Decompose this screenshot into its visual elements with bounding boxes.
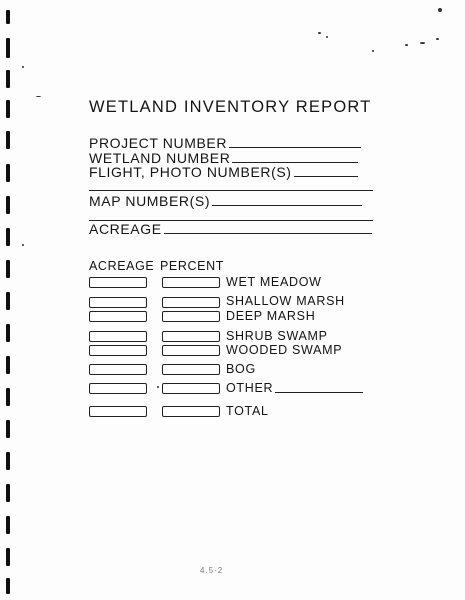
- bog-label: BOG: [226, 362, 256, 376]
- scan-speck: [326, 36, 328, 38]
- shallow-marsh-percent-box[interactable]: [162, 297, 220, 308]
- binding-hole: [6, 260, 10, 278]
- deep-marsh-label: DEEP MARSH: [226, 309, 316, 323]
- flight-photo-label: FLIGHT, PHOTO NUMBER(S): [89, 164, 292, 180]
- other-line[interactable]: [275, 392, 363, 393]
- binding-hole: [6, 100, 10, 118]
- binding-hole: [6, 10, 10, 24]
- binding-hole: [6, 228, 10, 246]
- scan-speck: [436, 38, 439, 40]
- total-acreage-box[interactable]: [89, 406, 147, 417]
- binding-hole: [6, 196, 10, 214]
- scan-speck: [22, 244, 24, 246]
- deep-marsh-acreage-box[interactable]: [89, 311, 147, 322]
- flight-photo-field[interactable]: [89, 165, 358, 179]
- binding-hole: [6, 131, 10, 149]
- acreage-field[interactable]: [89, 222, 372, 236]
- wet-meadow-label: WET MEADOW: [226, 275, 322, 289]
- bog-acreage-box[interactable]: [89, 364, 147, 375]
- scan-speck: [318, 32, 321, 34]
- scan-speck: [405, 44, 408, 46]
- binding-hole: [6, 324, 10, 342]
- shrub-swamp-acreage-box[interactable]: [89, 331, 147, 342]
- binding-hole: [6, 38, 10, 58]
- other-acreage-box[interactable]: [89, 383, 147, 394]
- shrub-swamp-percent-box[interactable]: [162, 331, 220, 342]
- binding-hole: [6, 164, 10, 182]
- binding-hole: [6, 356, 10, 374]
- wet-meadow-acreage-box[interactable]: [89, 277, 147, 288]
- map-numbers-label: MAP NUMBER(S): [89, 193, 211, 209]
- scan-speck: [157, 386, 159, 388]
- binding-hole: [6, 516, 10, 534]
- flight-photo-line[interactable]: [294, 175, 358, 177]
- scan-speck: [36, 96, 41, 97]
- scan-speck: [420, 42, 425, 44]
- binding-hole: [6, 452, 10, 470]
- total-percent-box[interactable]: [162, 406, 220, 417]
- binding-hole: [6, 70, 10, 88]
- other-label: OTHER: [226, 381, 274, 395]
- map-numbers-field[interactable]: [89, 194, 362, 208]
- wetland-number-field[interactable]: [89, 151, 358, 165]
- scan-speck: [372, 50, 374, 52]
- wooded-swamp-percent-box[interactable]: [162, 345, 220, 356]
- percent-column-header: PERCENT: [160, 259, 224, 273]
- other-field[interactable]: [226, 382, 363, 395]
- wooded-swamp-label: WOODED SWAMP: [226, 343, 343, 357]
- project-number-label: PROJECT NUMBER: [89, 135, 228, 151]
- wetland-number-line[interactable]: [232, 161, 358, 163]
- wet-meadow-percent-box[interactable]: [162, 277, 220, 288]
- wooded-swamp-acreage-box[interactable]: [89, 345, 147, 356]
- project-number-line[interactable]: [229, 146, 361, 148]
- acreage-label: ACREAGE: [89, 221, 162, 237]
- acreage-column-header: ACREAGE: [89, 259, 155, 273]
- scan-speck: [438, 8, 442, 12]
- binding-hole: [6, 292, 10, 310]
- form-title: WETLAND INVENTORY REPORT: [89, 98, 372, 116]
- wetland-number-label: WETLAND NUMBER: [89, 150, 231, 166]
- binding-hole: [6, 578, 10, 594]
- deep-marsh-percent-box[interactable]: [162, 311, 220, 322]
- other-percent-box[interactable]: [162, 383, 220, 394]
- total-label: TOTAL: [226, 404, 269, 418]
- flight-photo-extra-line[interactable]: [89, 190, 373, 191]
- binding-hole: [6, 388, 10, 406]
- shallow-marsh-label: SHALLOW MARSH: [226, 294, 345, 308]
- acreage-line[interactable]: [164, 232, 372, 234]
- map-numbers-line[interactable]: [212, 204, 362, 206]
- shrub-swamp-label: SHRUB SWAMP: [226, 329, 328, 343]
- binding-hole: [6, 484, 10, 502]
- page-number: 4.5-2: [200, 566, 224, 575]
- project-number-field[interactable]: [89, 136, 361, 150]
- bog-percent-box[interactable]: [162, 364, 220, 375]
- shallow-marsh-acreage-box[interactable]: [89, 297, 147, 308]
- binding-hole: [6, 420, 10, 438]
- binding-hole: [6, 548, 10, 566]
- scan-speck: [22, 66, 24, 68]
